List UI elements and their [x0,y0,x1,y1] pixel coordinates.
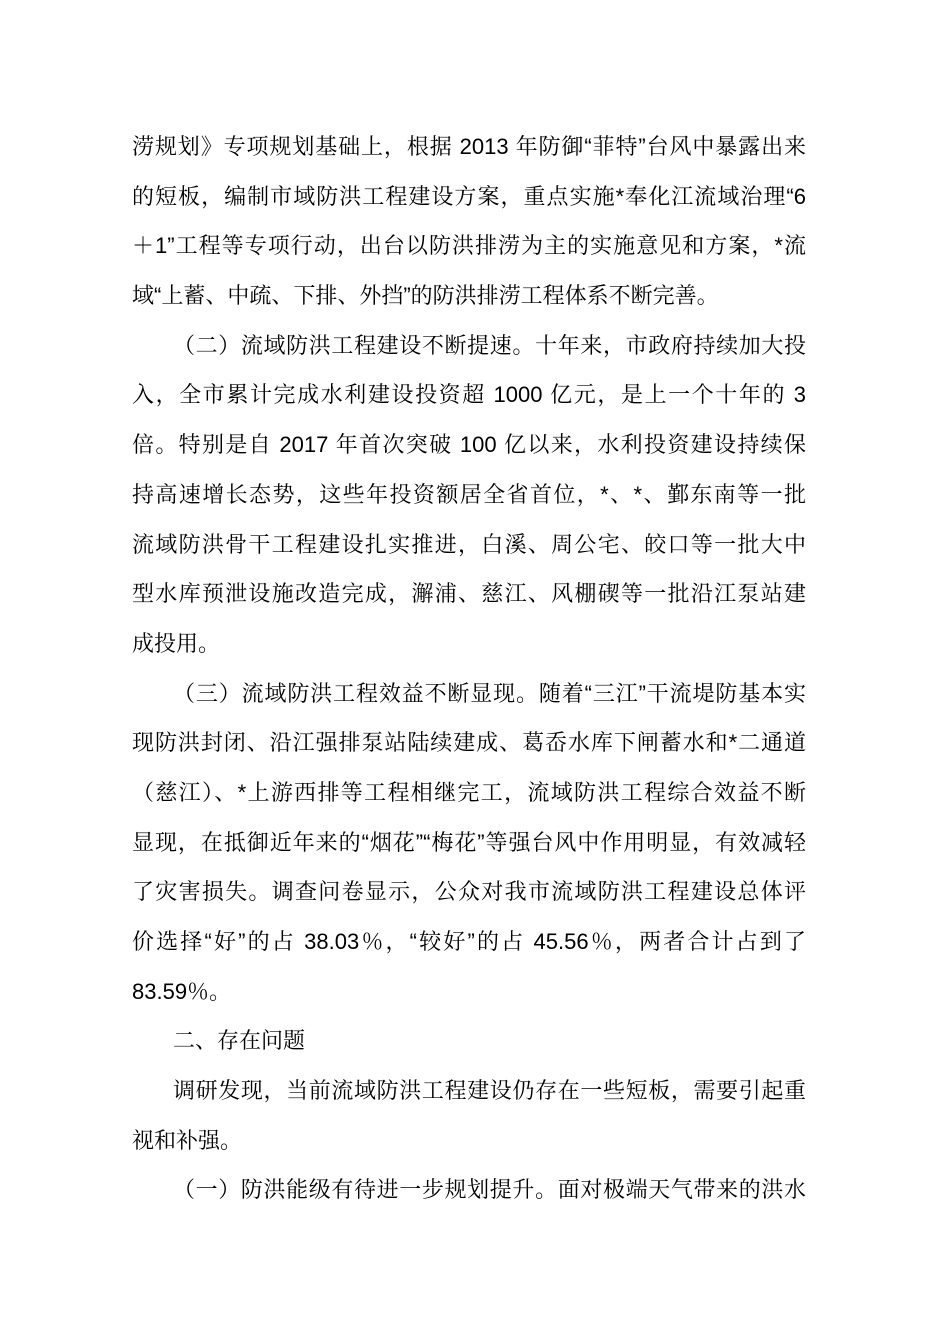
text-line: 成投用。 [132,630,221,656]
text-line: 现防洪封闭、沿江强排泵站陆续建成、葛岙水库下闸蓄水和*二通道 [132,730,806,756]
text-line: （慈江）、*上游西排等工程相继完工，流域防洪工程综合效益不断 [132,779,806,805]
text-line: 视和补强。 [132,1127,243,1153]
paragraph-flood-capacity-planning [132,1165,806,1215]
text-line: 的短板，编制市域防洪工程建设方案，重点实施*奉化江流域治理“6 [132,183,806,209]
text-line: 流域防洪骨干工程建设扎实推进，白溪、周公宅、皎口等一批大中 [132,531,806,557]
text-line: 调研发现，当前流域防洪工程建设仍存在一些短板，需要引起重 [173,1078,806,1104]
paragraph-continuation [132,122,806,321]
text-line: ＋1”工程等专项行动，出台以防洪排涝为主的实施意见和方案，*流 [132,233,806,259]
text-line: 域“上蓄、中疏、下排、外挡”的防洪排涝工程体系不断完善。 [132,283,719,309]
text-line: 价选择“好”的占 38.03％，“较好”的占 45.56％，两者合计占到了 [132,929,806,954]
paragraph-research-findings [132,1066,806,1165]
text-line: 了灾害损失。调查问卷显示，公众对我市流域防洪工程建设总体评 [132,879,806,905]
text-line: （三）流域防洪工程效益不断显现。随着“三江”干流堤防基本实 [173,680,806,706]
text-line: 倍。特别是自 2017 年首次突破 100 亿以来，水利投资建设持续保 [132,432,806,458]
paragraph-flood-project-benefits [132,669,806,1017]
text-line: 型水库预泄设施改造完成，澥浦、慈江、风棚碶等一批沿江泵站建 [132,581,806,607]
text-line: 入，全市累计完成水利建设投资超 1000 亿元，是上一个十年的 3 [132,382,806,408]
text-line: 涝规划》专项规划基础上，根据 2013 年防御“菲特”台风中暴露出来 [132,134,806,159]
text-line: 显现，在抵御近年来的“烟花”“梅花”等强台风中作用明显，有效减轻 [132,829,806,855]
section-heading: 二、存在问题 [173,1028,306,1054]
document-text-block [132,122,806,1215]
text-line: 83.59％。 [132,978,232,1004]
section-heading-problems [132,1016,806,1066]
text-line: 持高速增长态势，这些年投资额居全省首位，*、*、鄞东南等一批 [132,481,806,507]
text-line: （一）防洪能级有待进一步规划提升。面对极端天气带来的洪水 [173,1177,806,1203]
text-line: （二）流域防洪工程建设不断提速。十年来，市政府持续加大投 [173,332,806,358]
paragraph-flood-construction-speed [132,321,806,669]
